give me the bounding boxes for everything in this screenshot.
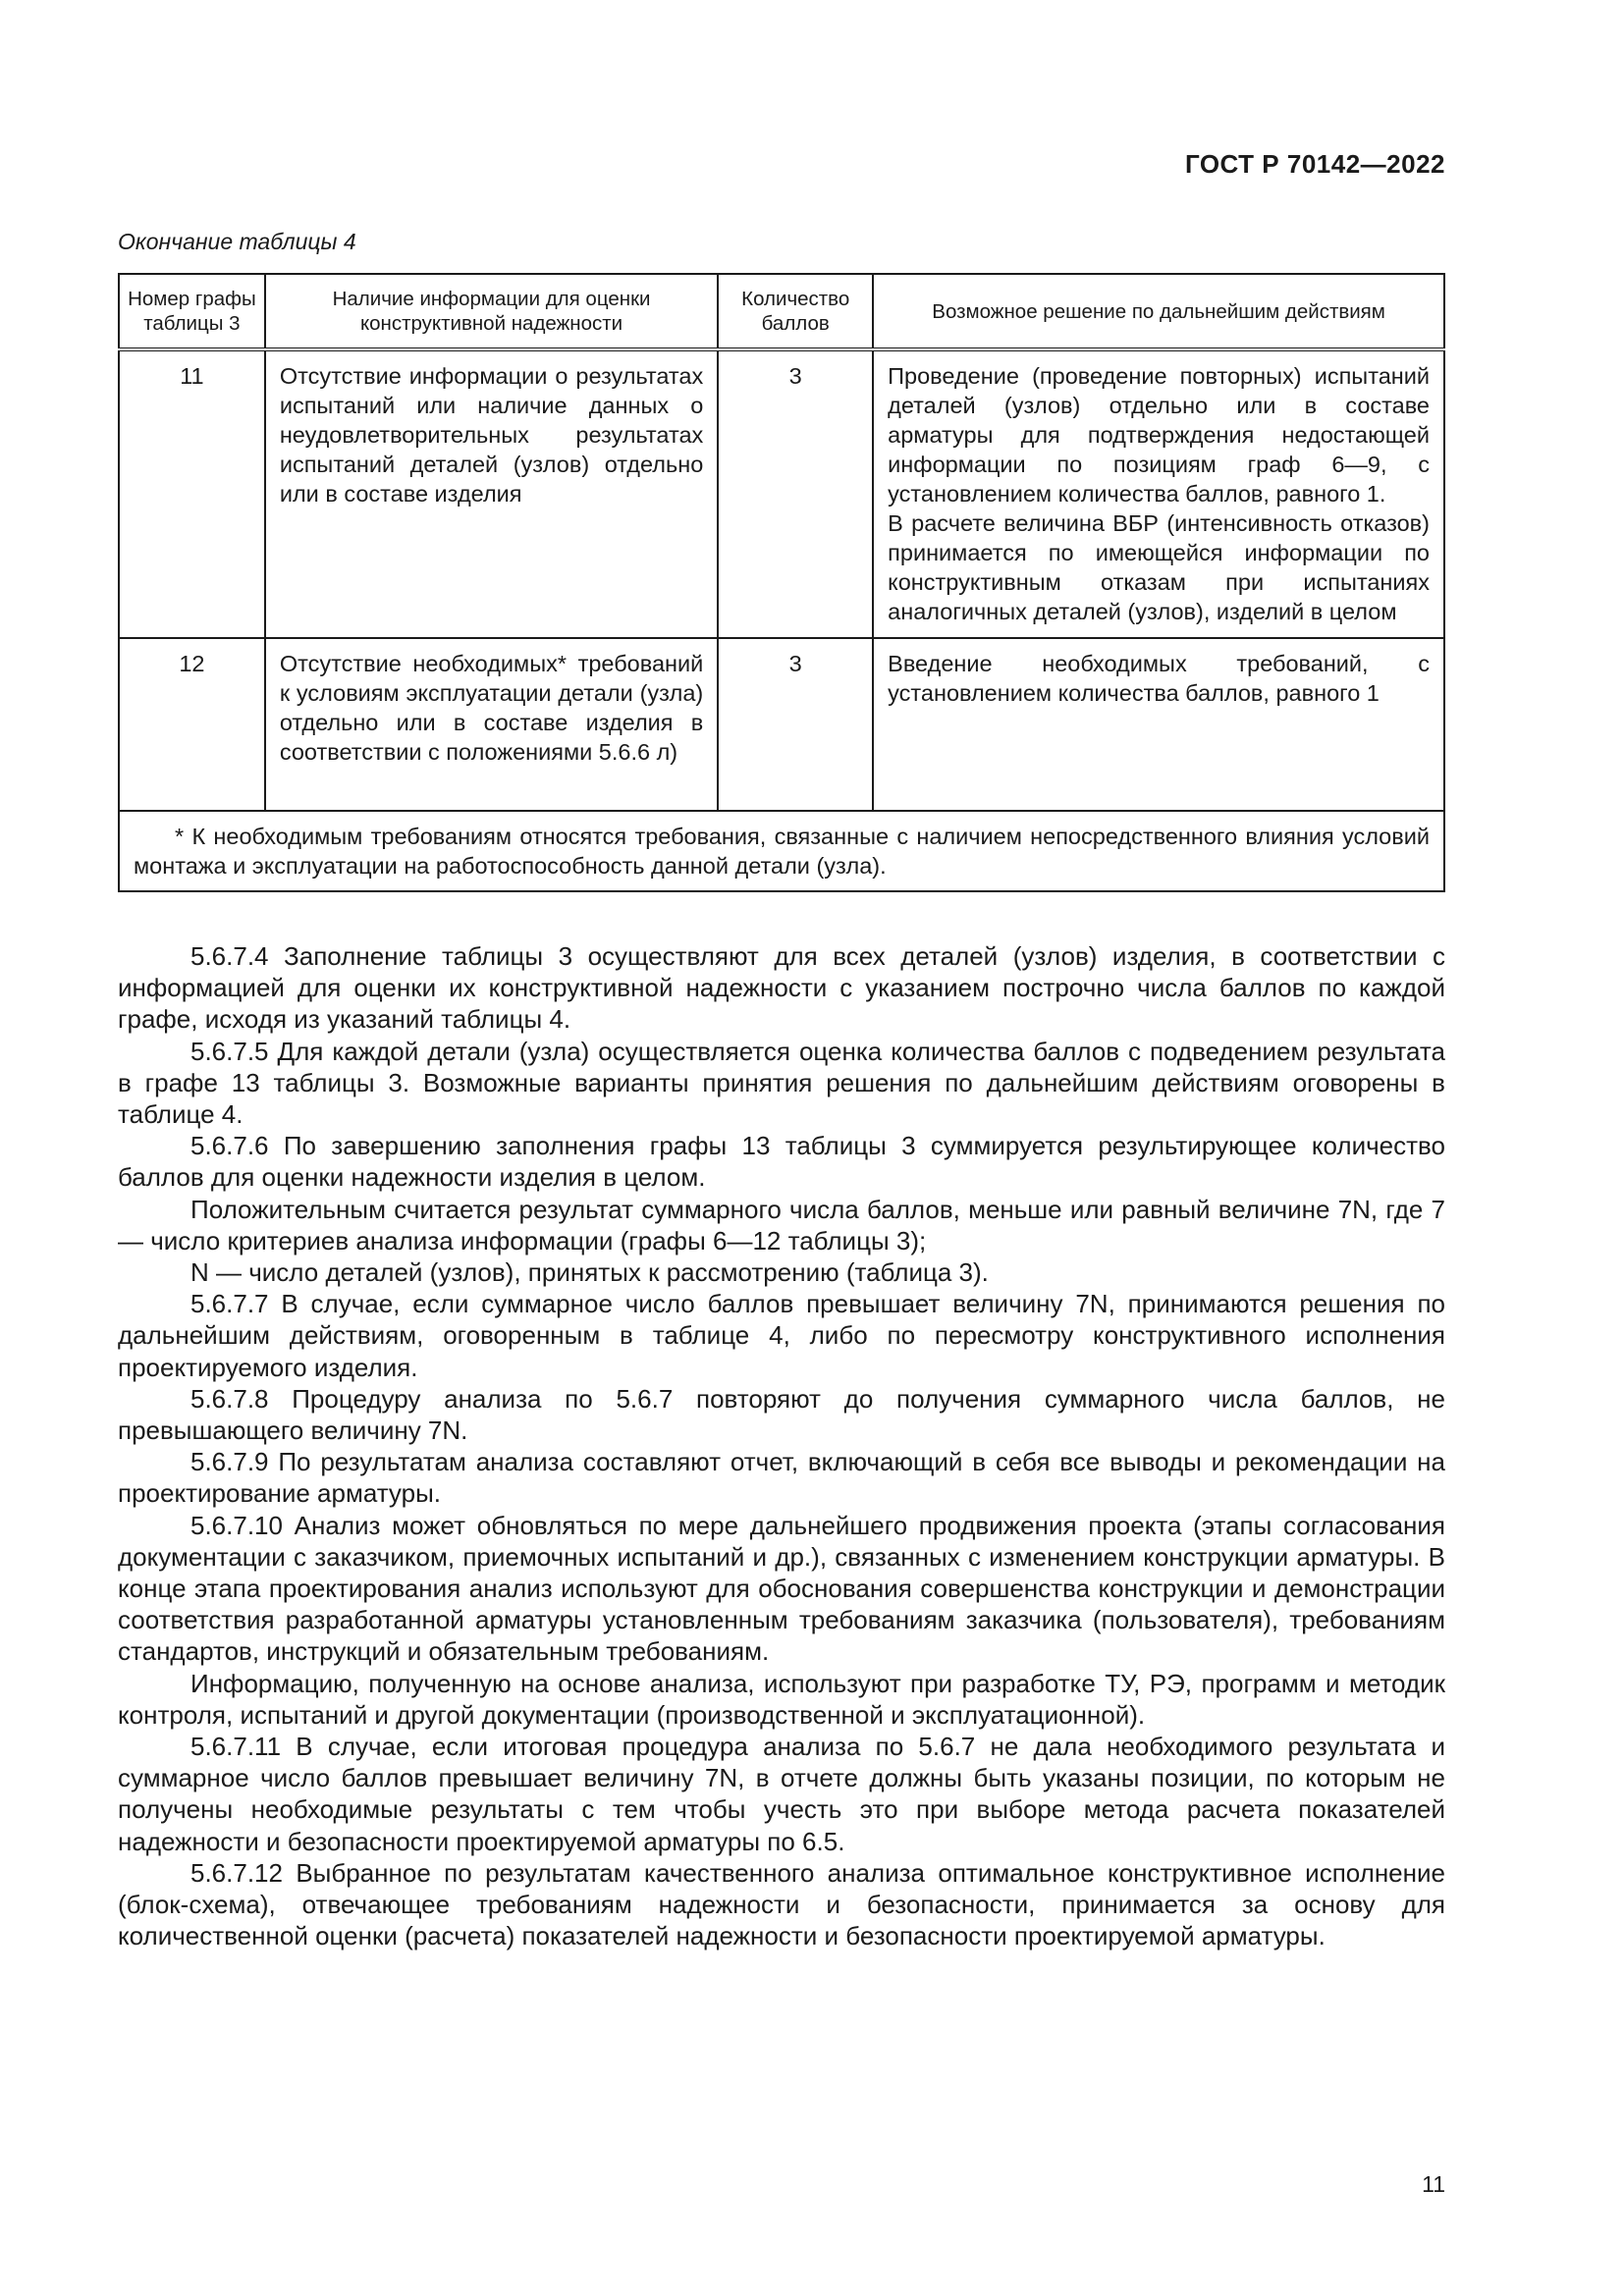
body-text — [118, 940, 1445, 1952]
table-header-row — [119, 274, 1444, 349]
paragraph: 5.6.7.11 В случае, если итоговая процедура анализа по 5.6.7 не дала необходимого результата и суммарное число баллов превышает величину 7N, в отчете должны быть указаны позиции, по которым не получены необходимые результаты с тем чтобы учесть это при выборе метода расчета показателей надежности и безопасности проектируемой арматуры по 6.5. — [118, 1732, 1445, 1856]
paragraph: 5.6.7.4 Заполнение таблицы 3 осуществляют для всех деталей (узлов) изделия, в соответствии с информацией для оценки их конструктивной надежности с указанием построчно числа баллов по каждой графе, исходя из указаний таблицы 4. — [118, 941, 1445, 1035]
column-header-number: Номер графы таблицы 3 — [119, 274, 265, 349]
page-number: 11 — [1422, 2171, 1445, 2197]
decision-paragraph: Проведение (проведение повторных) испытаний деталей (узлов) отдельно или в составе арматуры для подтверждения недостающей информации по позициям граф 6—9, с установлением количества баллов, равного 1. — [888, 363, 1430, 507]
paragraph: Информацию, полученную на основе анализа, используют при разработке ТУ, РЭ, программ и методик контроля, испытаний и другой документации (производственной и эксплуатационной). — [118, 1668, 1445, 1730]
decision-paragraph: Введение необходимых требований, с установлением количества баллов, равного 1 — [888, 651, 1430, 706]
column-header-information: Наличие информации для оценки конструктивной надежности — [265, 274, 718, 349]
paragraph: N — число деталей (узлов), принятых к рассмотрению (таблица 3). — [190, 1257, 989, 1288]
cell-information: Отсутствие информации о результатах испытаний или наличие данных о неудовлетворительных результатах испытаний деталей (узлов) отдельно или в составе изделия — [265, 349, 718, 638]
paragraph: 5.6.7.12 Выбранное по результатам качественного анализа оптимальное конструктивное исполнение (блок-схема), отвечающее требованиям надежности и безопасности, принимается за основу для количественной оценки (расчета) показателей надежности и безопасности проектируемой арматуры. — [118, 1857, 1445, 1951]
table-4-continuation — [118, 273, 1445, 892]
decision-paragraph: В расчете величина ВБР (интенсивность отказов) принимается по имеющейся информации по конструктивным отказам при испытаниях аналогичных деталей (узлов), изделий в целом — [888, 510, 1430, 624]
table-footnote — [119, 811, 1444, 891]
paragraph: 5.6.7.5 Для каждой детали (узла) осуществляется оценка количества баллов с подведением результата в графе 13 таблицы 3. Возможные варианты принятия решения по дальнейшим действиям оговорены в таблице 4. — [118, 1036, 1445, 1130]
table-footnote-row — [119, 811, 1444, 891]
table-row — [119, 638, 1444, 811]
paragraph: 5.6.7.6 По завершению заполнения графы 13 таблицы 3 суммируется результирующее количество баллов для оценки надежности изделия в целом. — [118, 1131, 1445, 1193]
paragraph: 5.6.7.9 По результатам анализа составляют отчет, включающий в себя все выводы и рекомендации на проектирование арматуры. — [118, 1447, 1445, 1509]
cell-number: 11 — [119, 349, 265, 638]
column-header-score: Количество баллов — [718, 274, 873, 349]
cell-information: Отсутствие необходимых* требований к условиям эксплуатации детали (узла) отдельно или в составе изделия в соответствии с положениями 5.6.6 л) — [265, 638, 718, 811]
cell-score: 3 — [718, 638, 873, 811]
cell-score: 3 — [718, 349, 873, 638]
table-caption: Окончание таблицы 4 — [118, 229, 356, 254]
cell-decision — [873, 638, 1444, 811]
paragraph: 5.6.7.10 Анализ может обновляться по мере дальнейшего продвижения проекта (этапы согласования документации с заказчиком, приемочных испытаний и др.), связанных с изменением конструкции арматуры. В конце этапа проектирования анализ используют для обоснования совершенства конструкции и демонстрации соответствия разработанной арматуры установленным требованиям заказчика (пользователя), требованиям стандартов, инструкций и обязательным требованиям. — [118, 1510, 1445, 1667]
paragraph: Положительным считается результат суммарного числа баллов, меньше или равный величине 7N, где 7 — число критериев анализа информации (графы 6—12 таблицы 3); — [118, 1194, 1445, 1255]
cell-decision — [873, 349, 1444, 638]
document-code: ГОСТ Р 70142—2022 — [1184, 149, 1445, 179]
paragraph: 5.6.7.7 В случае, если суммарное число баллов превышает величину 7N, принимаются решения по дальнейшим действиям, оговоренным в таблице 4, либо по пересмотру конструктивного исполнения проектируемого изделия. — [118, 1289, 1445, 1382]
table-row — [119, 349, 1444, 638]
paragraph: 5.6.7.8 Процедуру анализа по 5.6.7 повторяют до получения суммарного числа баллов, не превышающего величину 7N. — [118, 1383, 1445, 1446]
footnote-text: * К необходимым требованиям относятся требования, связанные с наличием непосредственного влияния условий монтажа и эксплуатации на работоспособность данной детали (узла). — [134, 824, 1430, 879]
column-header-decision: Возможное решение по дальнейшим действиям — [873, 274, 1444, 349]
cell-number: 12 — [119, 638, 265, 811]
